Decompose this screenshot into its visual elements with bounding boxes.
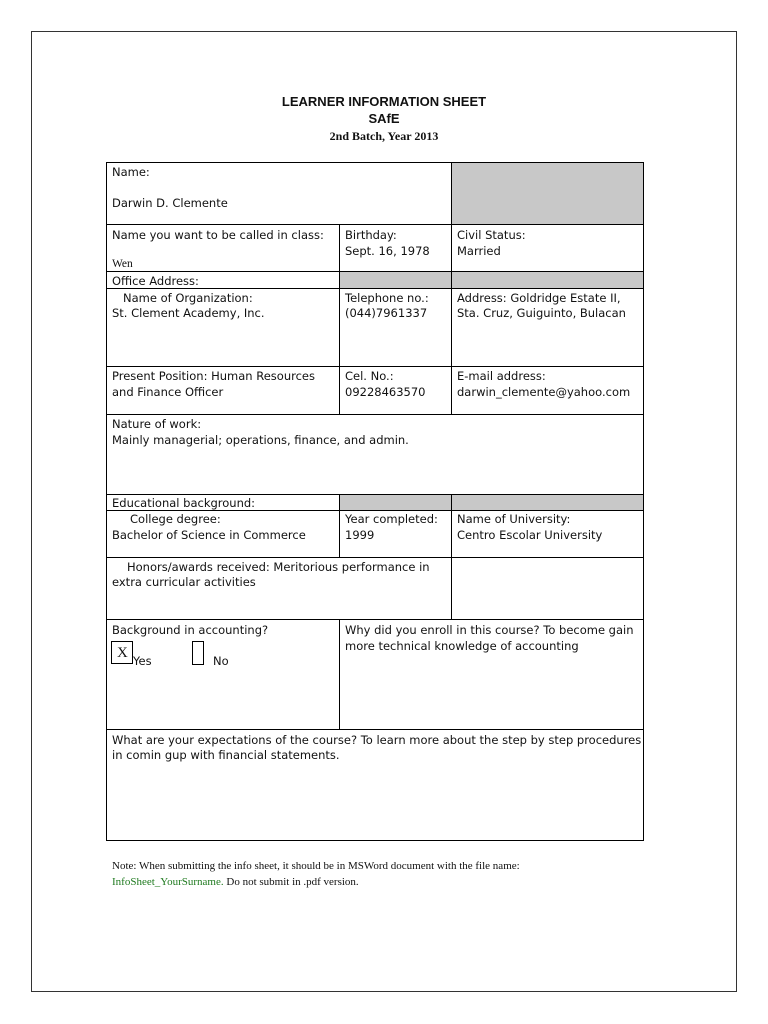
telephone-value[interactable]: (044)7961337 <box>345 306 428 320</box>
address-line2[interactable]: Sta. Cruz, Guiguinto, Bulacan <box>457 306 626 320</box>
row-divider <box>106 619 644 620</box>
birthday-value[interactable]: Sept. 16, 1978 <box>345 244 430 258</box>
name-value[interactable]: Darwin D. Clemente <box>112 196 228 210</box>
pdf-warning: Do not submit in .pdf version. <box>223 876 359 888</box>
civil-status-label: Civil Status: <box>457 228 526 242</box>
accounting-label: Background in accounting? <box>112 623 269 637</box>
sheet-subtitle: SAfE <box>368 111 400 126</box>
enroll-line1[interactable]: Why did you enroll in this course? To become gain <box>345 623 634 637</box>
degree-value[interactable]: Bachelor of Science in Commerce <box>112 528 306 542</box>
office-address-label: Office Address: <box>112 274 199 288</box>
submission-note-line1: Note: When submitting the info sheet, it should be in MSWord document with the file name: <box>112 860 520 872</box>
address-line1[interactable]: Address: Goldridge Estate II, <box>457 291 621 305</box>
email-label: E-mail address: <box>457 369 546 383</box>
year-label: Year completed: <box>345 512 438 526</box>
yes-check-mark: X <box>117 645 128 661</box>
name-label: Name: <box>112 165 150 179</box>
filename-example: InfoSheet_YourSurname. <box>112 876 224 888</box>
organization-label: Name of Organization: <box>123 291 253 305</box>
nickname-value[interactable]: Wen <box>112 258 133 270</box>
email-value[interactable]: darwin_clemente@yahoo.com <box>457 385 631 399</box>
honors-line1[interactable]: Honors/awards received: Meritorious performance in <box>127 560 430 574</box>
col-divider <box>451 557 452 620</box>
nickname-label: Name you want to be called in class: <box>112 228 324 242</box>
honors-line2[interactable]: extra curricular activities <box>112 575 256 589</box>
sheet-title: LEARNER INFORMATION SHEET <box>281 94 487 109</box>
civil-status-value[interactable]: Married <box>457 244 501 258</box>
nature-value[interactable]: Mainly managerial; operations, finance, and admin. <box>112 433 409 447</box>
nature-label: Nature of work: <box>112 417 202 431</box>
university-value[interactable]: Centro Escolar University <box>457 528 603 542</box>
no-label: No <box>213 654 229 668</box>
yes-label: Yes <box>133 654 152 668</box>
no-checkbox[interactable] <box>192 641 204 665</box>
cel-value[interactable]: 09228463570 <box>345 385 426 399</box>
telephone-label: Telephone no.: <box>345 291 429 305</box>
row-divider <box>106 729 644 730</box>
sheet-batch: 2nd Batch, Year 2013 <box>329 129 439 143</box>
submission-note-line2 <box>112 874 359 890</box>
degree-label: College degree: <box>130 512 221 526</box>
education-label: Educational background: <box>112 496 256 510</box>
birthday-label: Birthday: <box>345 228 397 242</box>
position-line2[interactable]: and Finance Officer <box>112 385 224 399</box>
enroll-line2[interactable]: more technical knowledge of accounting <box>345 639 579 653</box>
year-value[interactable]: 1999 <box>345 528 375 542</box>
cel-label: Cel. No.: <box>345 369 394 383</box>
university-label: Name of University: <box>457 512 571 526</box>
organization-value[interactable]: St. Clement Academy, Inc. <box>112 306 265 320</box>
position-line1[interactable]: Present Position: Human Resources <box>112 369 315 383</box>
row-divider <box>106 224 644 225</box>
expectations-line2[interactable]: in comin gup with financial statements. <box>112 748 340 762</box>
expectations-line1[interactable]: What are your expectations of the course? To learn more about the step by step procedures <box>112 733 642 747</box>
